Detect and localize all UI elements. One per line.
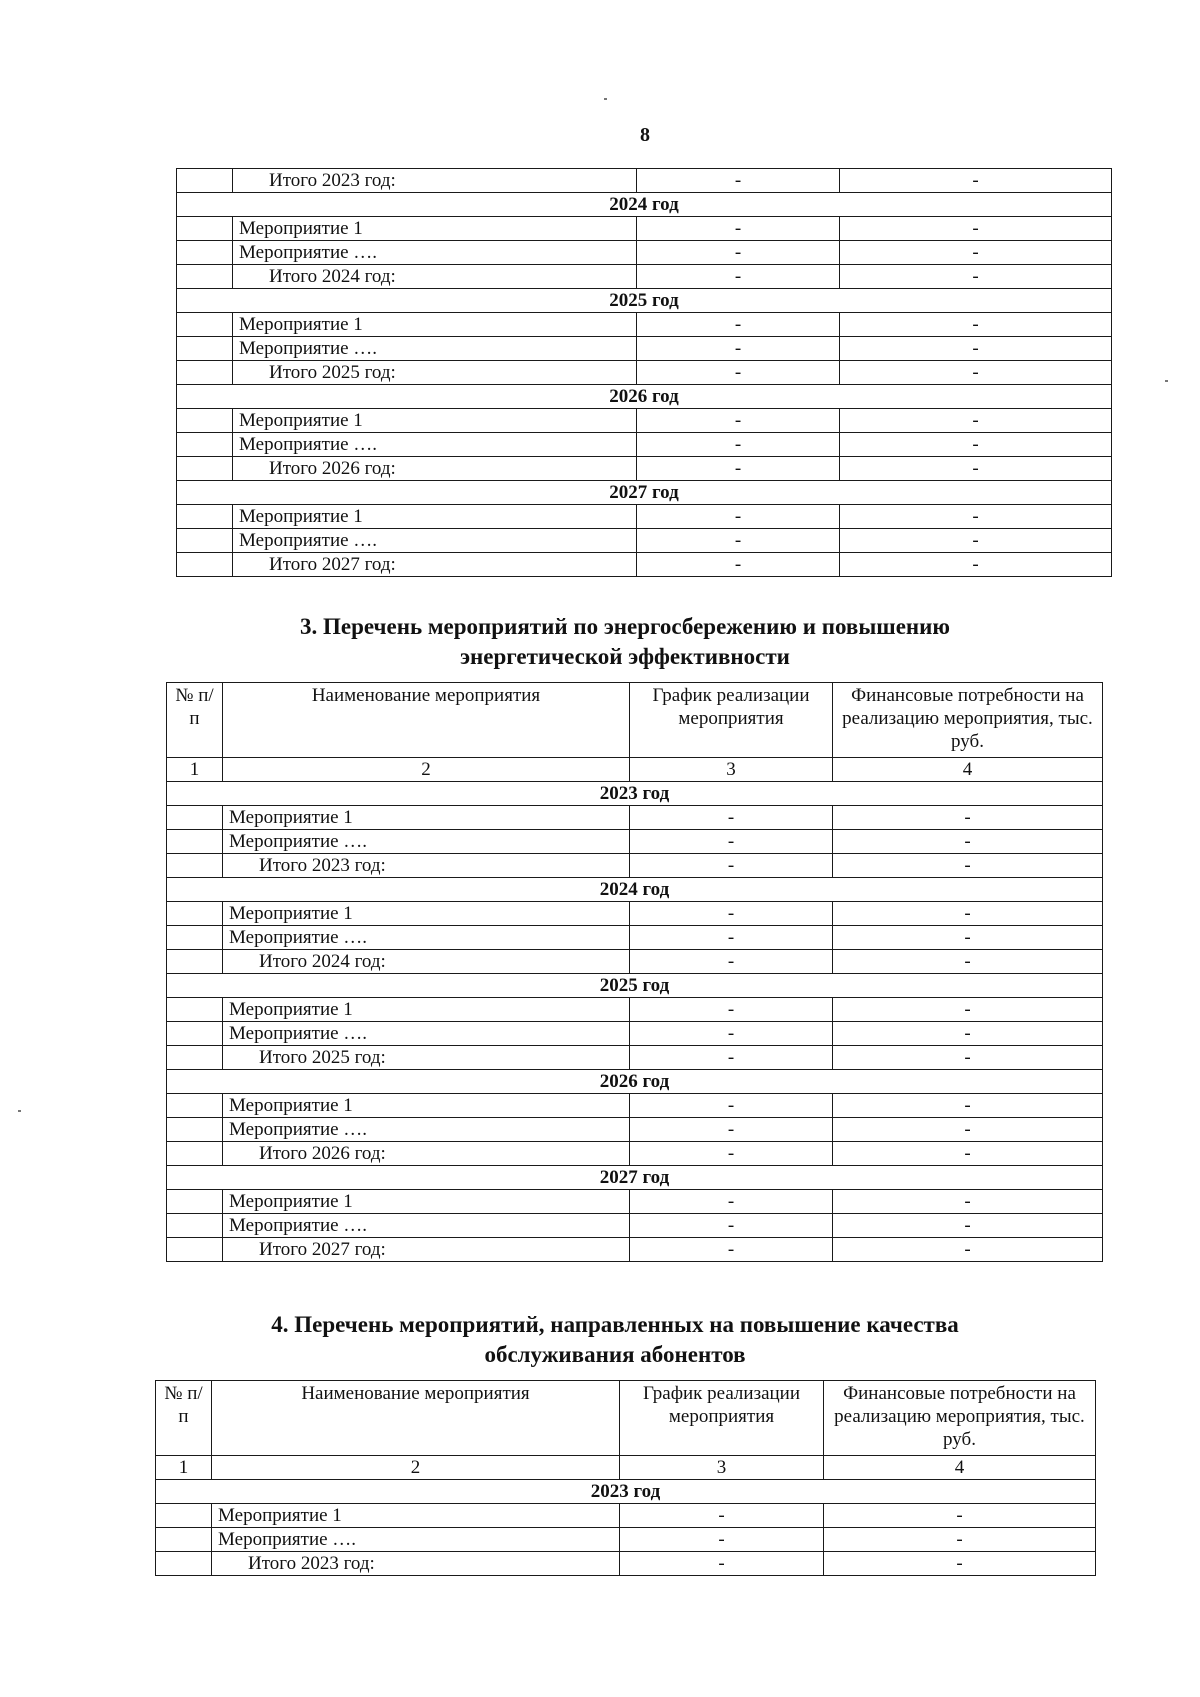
finance-cell: -: [840, 457, 1112, 481]
finance-cell: -: [833, 1118, 1103, 1142]
col-number: 4: [824, 1456, 1096, 1480]
name-cell: Итого 2025 год:: [223, 1046, 630, 1070]
name-cell: Мероприятие ….: [223, 926, 630, 950]
header-num: № п/п: [167, 683, 223, 758]
header-finance: Финансовые потребности на реализацию мероприятия, тыс. руб.: [824, 1381, 1096, 1456]
total-row: [177, 265, 1112, 289]
section3-title: [125, 612, 1125, 672]
total-row: [156, 1552, 1096, 1576]
num-cell: [167, 1022, 223, 1046]
num-cell: [167, 1118, 223, 1142]
num-cell: [167, 1214, 223, 1238]
schedule-cell: -: [630, 998, 833, 1022]
total-row: [167, 1142, 1103, 1166]
schedule-cell: -: [630, 1190, 833, 1214]
header-row: [156, 1381, 1096, 1456]
num-cell: [177, 217, 233, 241]
year-row: [177, 385, 1112, 409]
col-number: 3: [620, 1456, 824, 1480]
table-row: [167, 998, 1103, 1022]
name-cell: Мероприятие ….: [212, 1528, 620, 1552]
schedule-cell: -: [620, 1528, 824, 1552]
schedule-cell: -: [637, 313, 840, 337]
schedule-cell: -: [630, 830, 833, 854]
header-schedule: График реализации мероприятия: [620, 1381, 824, 1456]
name-cell: Итого 2027 год:: [223, 1238, 630, 1262]
schedule-cell: -: [630, 806, 833, 830]
finance-cell: -: [840, 265, 1112, 289]
num-cell: [177, 337, 233, 361]
name-cell: Итого 2026 год:: [223, 1142, 630, 1166]
num-cell: [167, 1046, 223, 1070]
header-row: [167, 683, 1103, 758]
num-cell: [177, 361, 233, 385]
num-cell: [177, 553, 233, 577]
finance-cell: -: [840, 169, 1112, 193]
num-cell: [167, 1190, 223, 1214]
name-cell: Мероприятие ….: [223, 1214, 630, 1238]
year-row: [177, 289, 1112, 313]
year-heading: 2027 год: [177, 481, 1112, 505]
total-row: [167, 1238, 1103, 1262]
name-cell: Итого 2023 год:: [223, 854, 630, 878]
year-row: [167, 974, 1103, 998]
num-cell: [156, 1552, 212, 1576]
section2-continuation-table: [176, 168, 1112, 577]
col-number: 4: [833, 758, 1103, 782]
schedule-cell: -: [637, 553, 840, 577]
table-row: [167, 830, 1103, 854]
schedule-cell: -: [637, 505, 840, 529]
name-cell: Мероприятие 1: [223, 1190, 630, 1214]
total-row: [167, 1046, 1103, 1070]
section4-table: [155, 1380, 1096, 1576]
finance-cell: -: [840, 217, 1112, 241]
schedule-cell: -: [630, 1046, 833, 1070]
finance-cell: -: [840, 313, 1112, 337]
schedule-cell: -: [637, 169, 840, 193]
finance-cell: -: [840, 361, 1112, 385]
name-cell: Мероприятие 1: [223, 998, 630, 1022]
col-number: 1: [156, 1456, 212, 1480]
table-row: [177, 313, 1112, 337]
finance-cell: -: [833, 1046, 1103, 1070]
schedule-cell: -: [637, 265, 840, 289]
name-cell: Итого 2025 год:: [233, 361, 637, 385]
num-cell: [167, 926, 223, 950]
header-finance: Финансовые потребности на реализацию мероприятия, тыс. руб.: [833, 683, 1103, 758]
name-cell: Мероприятие ….: [233, 433, 637, 457]
total-row: [177, 361, 1112, 385]
schedule-cell: -: [630, 1142, 833, 1166]
name-cell: Мероприятие ….: [233, 529, 637, 553]
name-cell: Итого 2027 год:: [233, 553, 637, 577]
finance-cell: -: [840, 529, 1112, 553]
name-cell: Мероприятие 1: [233, 313, 637, 337]
table-row: [177, 505, 1112, 529]
name-cell: Мероприятие ….: [233, 337, 637, 361]
table-row: [167, 806, 1103, 830]
table-row: [167, 1022, 1103, 1046]
header-schedule: График реализации мероприятия: [630, 683, 833, 758]
finance-cell: -: [833, 926, 1103, 950]
schedule-cell: -: [630, 1118, 833, 1142]
schedule-cell: -: [637, 217, 840, 241]
col-number: 1: [167, 758, 223, 782]
num-cell: [156, 1504, 212, 1528]
num-cell: [167, 1142, 223, 1166]
col-number: 2: [212, 1456, 620, 1480]
header-name: Наименование мероприятия: [223, 683, 630, 758]
name-cell: Мероприятие 1: [223, 806, 630, 830]
table-row: [167, 1118, 1103, 1142]
header-num: № п/п: [156, 1381, 212, 1456]
year-heading: 2024 год: [177, 193, 1112, 217]
schedule-cell: -: [637, 337, 840, 361]
finance-cell: -: [833, 998, 1103, 1022]
year-heading: 2026 год: [177, 385, 1112, 409]
name-cell: Мероприятие 1: [233, 409, 637, 433]
finance-cell: -: [833, 1190, 1103, 1214]
year-heading: 2023 год: [156, 1480, 1096, 1504]
schedule-cell: -: [630, 1214, 833, 1238]
table-row: [156, 1528, 1096, 1552]
schedule-cell: -: [630, 902, 833, 926]
table-row: [177, 409, 1112, 433]
schedule-cell: -: [630, 1238, 833, 1262]
finance-cell: -: [833, 830, 1103, 854]
name-cell: Мероприятие 1: [212, 1504, 620, 1528]
table-row: [167, 1190, 1103, 1214]
year-row: [177, 481, 1112, 505]
finance-cell: -: [840, 409, 1112, 433]
finance-cell: -: [833, 1022, 1103, 1046]
year-row: [167, 878, 1103, 902]
table-row: [177, 433, 1112, 457]
name-cell: Мероприятие ….: [223, 1022, 630, 1046]
table-row: [177, 217, 1112, 241]
num-cell: [177, 265, 233, 289]
finance-cell: -: [840, 505, 1112, 529]
col-number: 2: [223, 758, 630, 782]
finance-cell: -: [840, 553, 1112, 577]
column-number-row: [167, 758, 1103, 782]
num-cell: [167, 1094, 223, 1118]
year-heading: 2023 год: [167, 782, 1103, 806]
num-cell: [177, 457, 233, 481]
table-row: [156, 1504, 1096, 1528]
finance-cell: -: [833, 1238, 1103, 1262]
num-cell: [167, 1238, 223, 1262]
table-row: [177, 529, 1112, 553]
name-cell: Мероприятие ….: [223, 830, 630, 854]
scan-speck: [18, 1110, 21, 1112]
total-row: [167, 950, 1103, 974]
year-row: [156, 1480, 1096, 1504]
num-cell: [167, 998, 223, 1022]
schedule-cell: -: [630, 1022, 833, 1046]
num-cell: [167, 902, 223, 926]
table-row: [167, 926, 1103, 950]
finance-cell: -: [833, 1094, 1103, 1118]
year-heading: 2026 год: [167, 1070, 1103, 1094]
finance-cell: -: [824, 1504, 1096, 1528]
year-row: [167, 1166, 1103, 1190]
table-row: [167, 902, 1103, 926]
header-name: Наименование мероприятия: [212, 1381, 620, 1456]
col-number: 3: [630, 758, 833, 782]
schedule-cell: -: [637, 361, 840, 385]
finance-cell: -: [824, 1552, 1096, 1576]
section4-title: [115, 1310, 1115, 1370]
finance-cell: -: [833, 854, 1103, 878]
finance-cell: -: [833, 806, 1103, 830]
section4-title-line1: 4. Перечень мероприятий, направленных на повышение качества: [271, 1312, 959, 1337]
section3-title-line2: энергетической эффективности: [460, 643, 790, 669]
finance-cell: -: [840, 433, 1112, 457]
schedule-cell: -: [637, 409, 840, 433]
schedule-cell: -: [630, 950, 833, 974]
schedule-cell: -: [620, 1504, 824, 1528]
finance-cell: -: [833, 902, 1103, 926]
schedule-cell: -: [630, 1094, 833, 1118]
year-row: [167, 1070, 1103, 1094]
page-number: 8: [640, 124, 650, 146]
year-heading: 2025 год: [177, 289, 1112, 313]
finance-cell: -: [840, 241, 1112, 265]
name-cell: Итого 2024 год:: [233, 265, 637, 289]
name-cell: Мероприятие 1: [223, 1094, 630, 1118]
num-cell: [167, 854, 223, 878]
schedule-cell: -: [637, 529, 840, 553]
finance-cell: -: [824, 1528, 1096, 1552]
num-cell: [167, 806, 223, 830]
name-cell: Итого 2023 год:: [212, 1552, 620, 1576]
column-number-row: [156, 1456, 1096, 1480]
schedule-cell: -: [620, 1552, 824, 1576]
year-heading: 2025 год: [167, 974, 1103, 998]
name-cell: Мероприятие 1: [223, 902, 630, 926]
schedule-cell: -: [637, 433, 840, 457]
num-cell: [177, 433, 233, 457]
finance-cell: -: [833, 1214, 1103, 1238]
finance-cell: -: [840, 337, 1112, 361]
name-cell: Итого 2026 год:: [233, 457, 637, 481]
schedule-cell: -: [637, 457, 840, 481]
num-cell: [177, 169, 233, 193]
section3-title-line1: 3. Перечень мероприятий по энергосбережению и повышению: [300, 614, 950, 639]
table-row: [167, 1214, 1103, 1238]
num-cell: [177, 505, 233, 529]
name-cell: Мероприятие ….: [233, 241, 637, 265]
num-cell: [177, 313, 233, 337]
name-cell: Мероприятие 1: [233, 217, 637, 241]
total-row: [167, 854, 1103, 878]
num-cell: [177, 409, 233, 433]
schedule-cell: -: [637, 241, 840, 265]
finance-cell: -: [833, 1142, 1103, 1166]
num-cell: [167, 950, 223, 974]
scan-speck: [1165, 380, 1168, 382]
name-cell: Мероприятие 1: [233, 505, 637, 529]
total-row: [177, 169, 1112, 193]
num-cell: [156, 1528, 212, 1552]
year-row: [177, 193, 1112, 217]
table-row: [177, 337, 1112, 361]
scan-speck: [604, 98, 607, 100]
table-row: [177, 241, 1112, 265]
total-row: [177, 457, 1112, 481]
total-row: [177, 553, 1112, 577]
section4-title-line2: обслуживания абонентов: [484, 1341, 746, 1367]
year-heading: 2027 год: [167, 1166, 1103, 1190]
schedule-cell: -: [630, 926, 833, 950]
name-cell: Итого 2023 год:: [233, 169, 637, 193]
num-cell: [167, 830, 223, 854]
table-row: [167, 1094, 1103, 1118]
finance-cell: -: [833, 950, 1103, 974]
section3-table: [166, 682, 1103, 1262]
name-cell: Мероприятие ….: [223, 1118, 630, 1142]
num-cell: [177, 241, 233, 265]
name-cell: Итого 2024 год:: [223, 950, 630, 974]
num-cell: [177, 529, 233, 553]
year-heading: 2024 год: [167, 878, 1103, 902]
year-row: [167, 782, 1103, 806]
schedule-cell: -: [630, 854, 833, 878]
